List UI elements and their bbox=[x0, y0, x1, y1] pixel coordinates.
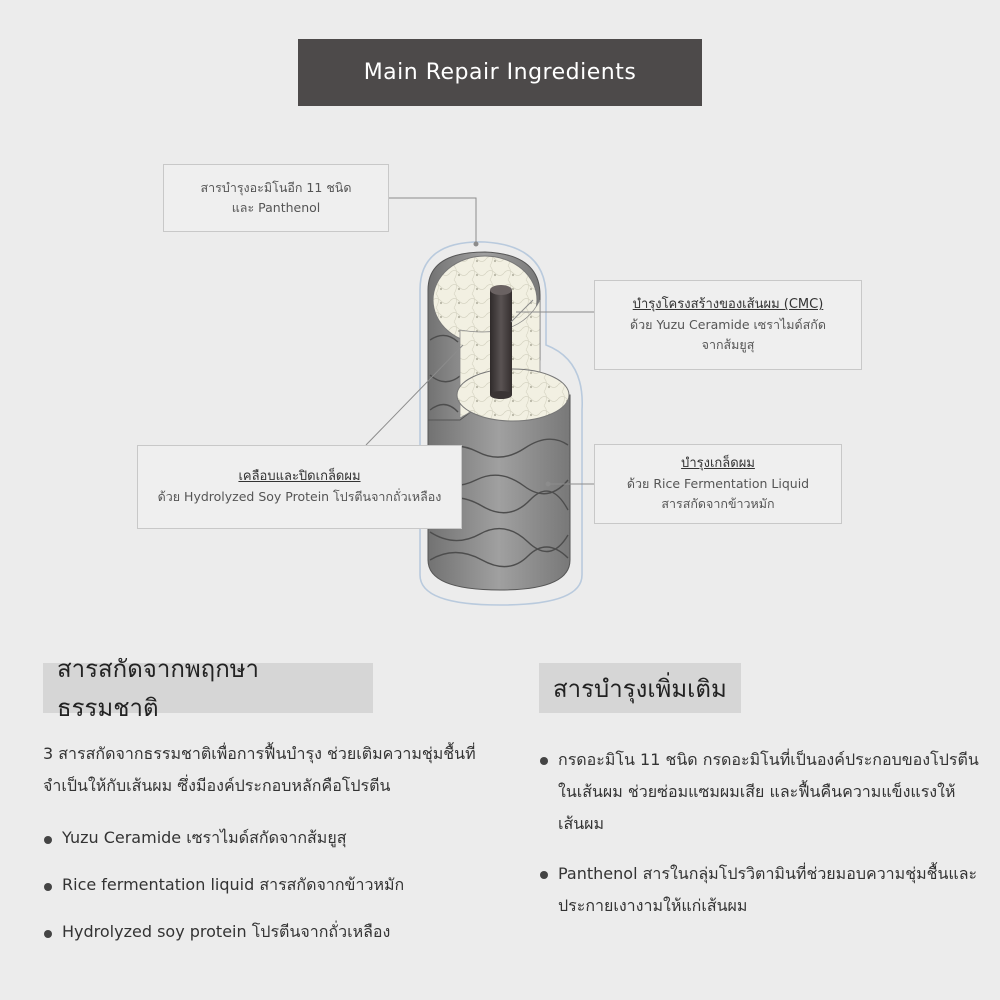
callout-coating-line1: ด้วย Hydrolyzed Soy Protein โปรตีนจากถั่วเหลือง bbox=[157, 489, 442, 504]
callout-amino-acids bbox=[163, 164, 389, 232]
list-item: กรดอะมิโน 11 ชนิด กรดอะมิโนที่เป็นองค์ประกอบของโปรตีนในเส้นผม ช่วยซ่อมแซมผมเสีย และฟื้นคืนความแข็งแรงให้เส้นผม bbox=[539, 744, 979, 840]
callout-cuticle-line1: ด้วย Rice Fermentation Liquid bbox=[626, 476, 810, 491]
callout-cuticle-line2: สารสกัดจากข้าวหมัก bbox=[661, 496, 775, 511]
callout-cmc-heading: บำรุงโครงสร้างของเส้นผม (CMC) bbox=[632, 297, 824, 312]
section-heading-extra bbox=[539, 663, 741, 713]
list-item: Yuzu Ceramide เซราไมด์สกัดจากส้มยูสุ bbox=[43, 826, 493, 850]
extra-ingredient-list bbox=[539, 744, 979, 940]
natural-ingredient-list bbox=[43, 826, 493, 967]
list-item: Panthenol สารในกลุ่มโปรวิตามินที่ช่วยมอบความชุ่มชื้นและประกายเงางามให้แก่เส้นผม bbox=[539, 858, 979, 922]
list-item: Rice fermentation liquid สารสกัดจากข้าวหมัก bbox=[43, 873, 493, 897]
section-heading-natural-text: สารสกัดจากพฤกษาธรรมชาติ bbox=[57, 655, 260, 722]
callout-amino-line2: และ Panthenol bbox=[231, 200, 321, 215]
natural-intro-text: 3 สารสกัดจากธรรมชาติเพื่อการฟื้นบำรุง ช่วยเติมความชุ่มชื้นที่จำเป็นให้กับเส้นผม ซึ่งมีองค์ประกอบหลักคือโปรตีน bbox=[43, 744, 476, 795]
section-heading-extra-text: สารบำรุงเพิ่มเติม bbox=[553, 674, 727, 703]
callout-amino-line1: สารบำรุงอะมิโนอีก 11 ชนิด bbox=[200, 180, 352, 195]
callout-cmc-line1: ด้วย Yuzu Ceramide เซราไมด์สกัด bbox=[630, 317, 826, 332]
hair-medulla bbox=[490, 285, 512, 399]
callout-cmc bbox=[594, 280, 862, 370]
callout-cuticle bbox=[594, 444, 842, 524]
list-item: Hydrolyzed soy protein โปรตีนจากถั่วเหลือง bbox=[43, 920, 493, 944]
callout-cmc-line2: จากส้มยูสุ bbox=[701, 337, 755, 352]
callout-coating-heading: เคลือบและปิดเกล็ดผม bbox=[238, 469, 361, 484]
callout-coating bbox=[137, 445, 462, 529]
callout-cuticle-heading: บำรุงเกล็ดผม bbox=[681, 456, 755, 471]
section-heading-natural bbox=[43, 655, 373, 722]
page-title-text: Main Repair Ingredients bbox=[363, 60, 637, 85]
